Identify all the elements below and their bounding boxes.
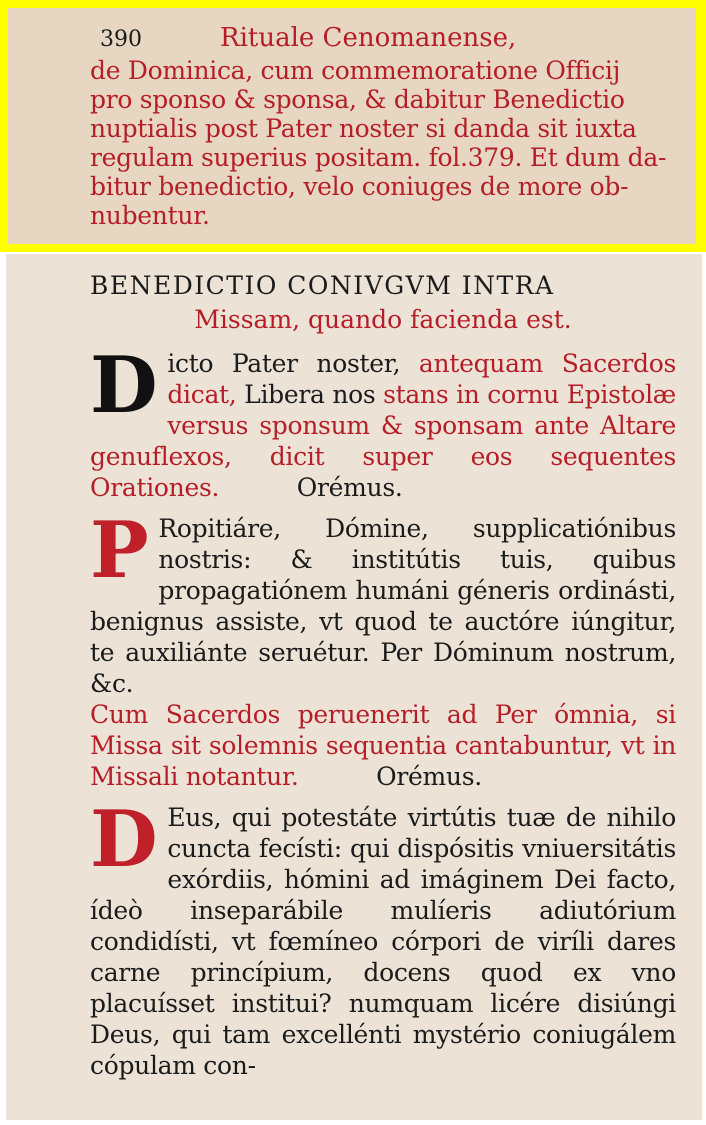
rubric-paragraph-1 xyxy=(90,340,677,503)
top-line-2: pro sponso & sponsa, & dabitur Benedictio xyxy=(90,85,625,114)
rubric1-red: antequam Sacerdos dicat, xyxy=(167,349,676,409)
top-line-3: nuptialis post Pater noster si danda sit iuxta xyxy=(90,114,637,143)
rubric2-red: Cum Sacerdos peruenerit ad Per ómnia, si Missa sit solemnis sequentia cantabuntur, vt in Missali notantur. xyxy=(90,700,676,791)
page-subtitle: Missam, quando facienda est. xyxy=(194,305,572,334)
top-line-4: regulam superius positam. fol.379. Et dum da- xyxy=(90,143,667,172)
rubric1-red-2: stans in cornu Epistolæ versus sponsum & sponsam ante Altare genuflexos, dicit super eos sequentes Orationes. xyxy=(90,380,677,502)
rubric1-black-2: Libera nos xyxy=(244,380,376,409)
rubric1-black: icto Pater noster, xyxy=(167,349,401,378)
page-header xyxy=(90,22,680,56)
prayer-paragraph-2 xyxy=(90,794,676,1081)
prayer1-text: Ropitiáre, Dómine, supplicatiónibus nostris: & institútis tuis, quibus propagatiónem humáni géneris ordinásti, benignus assiste, vt quod te auctóre iúngitur, te auxiliánte seruétur. Per Dóminum nostrum, &c. xyxy=(90,514,676,698)
prayer2-text: Eus, qui potestáte virtútis tuæ de nihilo cuncta fecísti: qui dispósitis vniuersitátis exórdiis, hómini ad imáginem Dei facto, ídeò inseparábile mulíeris adiutórium condidísti, vt fœmíneo córpori de viríli dares carne princípium, docens quod ex vno placuísset institui? numquam licére disiúngi Deus, qui tam excellénti mystério coniugálem cópulam con- xyxy=(90,803,676,1080)
dropcap-d-2: D xyxy=(90,794,158,885)
page-number: 390 xyxy=(100,27,142,52)
dropcap-d: D xyxy=(90,340,158,431)
page-title: BENEDICTIO CONIVGVM INTRA xyxy=(90,271,555,300)
running-title: Rituale Cenomanense, xyxy=(220,23,517,53)
main-page xyxy=(6,254,702,1120)
top-line-1: de Dominica, cum commemoratione Officij xyxy=(90,56,621,85)
oremus-1: Orémus. xyxy=(296,473,403,502)
prayer-paragraph-1 xyxy=(90,505,676,699)
top-line-5: bitur benedictio, velo coniuges de more ob- xyxy=(90,172,629,201)
rubric-paragraph-2 xyxy=(90,699,676,792)
oremus-2: Orémus. xyxy=(376,762,482,791)
highlight-frame xyxy=(0,0,706,252)
top-line-6: nubentur. xyxy=(90,201,210,230)
top-page-fragment xyxy=(8,8,696,244)
dropcap-p: P xyxy=(90,505,149,596)
